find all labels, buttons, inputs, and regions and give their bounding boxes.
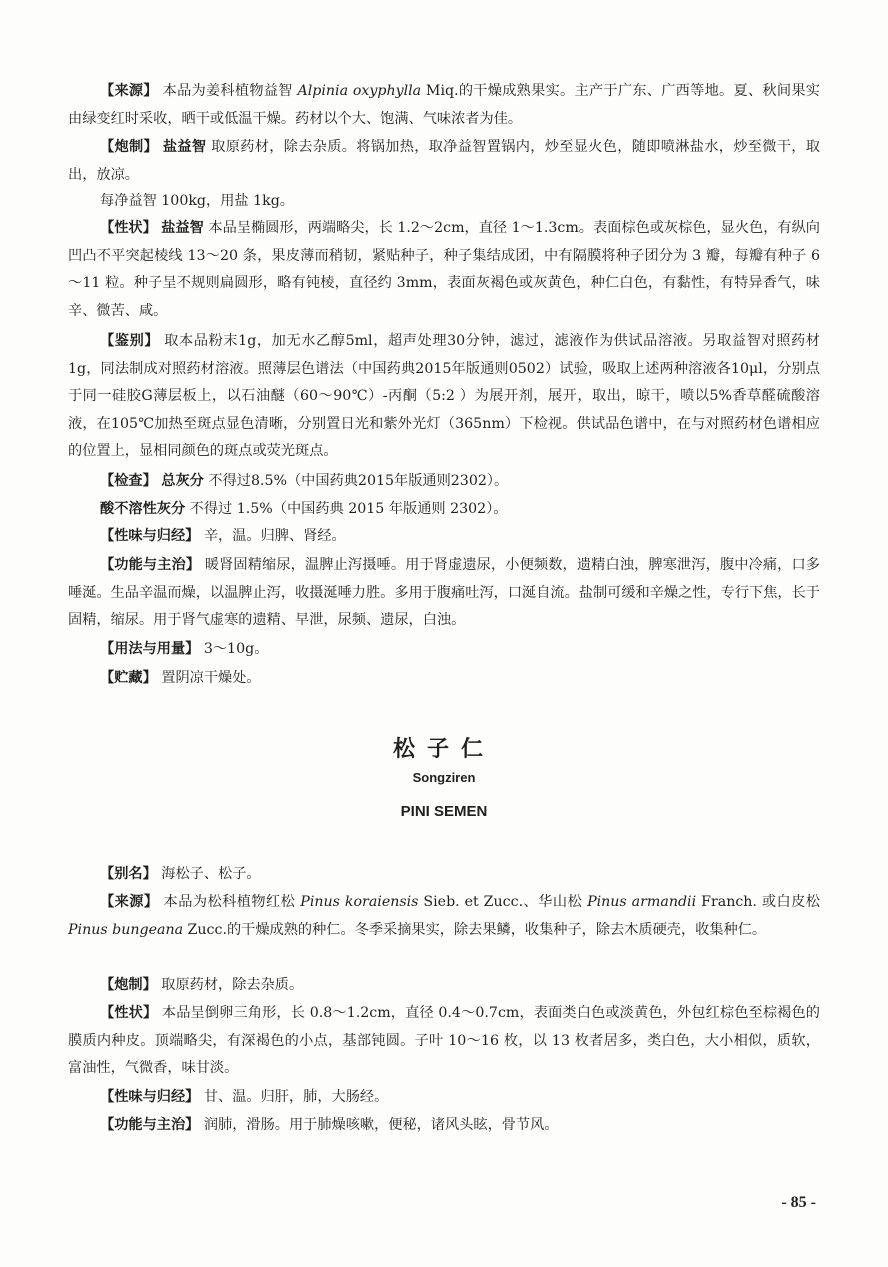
ratio-text: 每净益智 100kg，用盐 1kg。: [100, 193, 294, 209]
latin-name-3: Pinus bungeana: [68, 921, 184, 938]
function-label: 【功能与主治】: [100, 557, 201, 573]
acid-ash-label: 酸不溶性灰分: [100, 501, 186, 517]
latin-name: Alpinia oxyphylla: [297, 83, 422, 99]
processing2-label: 【炮制】: [100, 977, 157, 993]
identification-text: 取本品粉末1g，加无水乙醇5ml，超声处理30分钟，滤过，滤液作为供试品溶液。另取益智对照药材1g，同法制成对照药材溶液。照薄层色谱法（中国药典2015年版通则0502）试验，吸取上述两种溶液各10μl，分别点于同一硅胶G薄层板上，以石油醚（60～90℃）-丙酮（5:2 ）为展开剂，展开，取出，晾干，喷以5%香草醛硫酸溶液，在105℃加热至斑点显色清晰，分别置日光和紫外光灯（365nm）下检视。供试品色谱中，在与对照药材色谱相应的位置上，显相同颜色的斑点或荧光斑点。: [68, 333, 820, 459]
page-number: - 85 -: [781, 1194, 816, 1211]
check-paragraph: [68, 468, 820, 496]
total-ash-label: 总灰分: [161, 473, 204, 489]
latin-name-2: Pinus armandii: [587, 894, 697, 910]
usage-text: 3～10g。: [203, 641, 269, 657]
character2-text: 本品呈倒卵三角形，长 0.8～1.2cm，直径 0.4～0.7cm，表面类白色或淡黄色，外包红棕色至棕褐色的膜质内种皮。顶端略尖，有深褐色的小点，基部钝圆。子叶 10～16 枚，以 13 枚者居多，类白色，大小相似，质软，富油性，气微香，味甘淡。: [68, 1005, 820, 1076]
latin-name-1: Pinus koraiensis: [300, 894, 419, 910]
processing2-paragraph: [68, 972, 820, 1000]
function2-paragraph: [68, 1112, 820, 1140]
source-text-cont: Miq.的干燥成熟果实。主产于广东、广西等地。夏、秋间果实由绿变红时采收，晒干或低温干燥。药材以个大、饱满、气味浓者为佳。: [68, 83, 820, 127]
taste-paragraph: [68, 523, 820, 551]
processing-label: 【炮制】: [100, 139, 159, 155]
acid-ash-text: 不得过 1.5%（中国药典 2015 年版通则 2302）。: [189, 501, 508, 517]
taste-label: 【性味与归经】: [100, 528, 200, 544]
acid-ash-paragraph: [68, 496, 820, 524]
source2-text-d: Zucc.的干燥成熟的种仁。冬季采摘果实，除去果鳞，收集种子，除去木质硬壳，收集种仁。: [183, 921, 767, 938]
alias-text: 海松子、松子。: [161, 866, 261, 882]
processing-paragraph: [68, 134, 820, 189]
character2-label: 【性状】: [100, 1005, 158, 1021]
source-paragraph: [68, 78, 820, 133]
processing-text: 取原药材，除去杂质。将锅加热，取净益智置锅内，炒至显火色，随即喷淋盐水，炒至微干，取出，放凉。: [68, 139, 820, 183]
storage-text: 置阴凉干燥处。: [161, 670, 261, 686]
function2-label: 【功能与主治】: [100, 1117, 200, 1133]
identification-label: 【鉴别】: [100, 333, 160, 349]
check-label: 【检查】: [100, 473, 157, 489]
storage-paragraph: [68, 665, 820, 693]
processing-ratio: [68, 188, 820, 216]
alias-paragraph: [68, 861, 820, 889]
taste2-paragraph: [68, 1084, 820, 1112]
character-label: 【性状】: [100, 220, 157, 236]
source2-text-c: Franch. 或白皮松: [696, 894, 820, 910]
processing2-text: 取原药材，除去杂质。: [161, 977, 304, 993]
source2-text-b: Sieb. et Zucc.、华山松: [418, 894, 583, 910]
usage-label: 【用法与用量】: [100, 641, 200, 657]
character2-paragraph: [68, 1000, 820, 1083]
source2-paragraph: [68, 889, 820, 944]
entry-title-latin: PINI SEMEN: [400, 803, 488, 820]
taste2-text: 甘、温。归肝，肺，大肠经。: [203, 1089, 389, 1105]
processing-name: 盐益智: [162, 139, 207, 155]
taste2-label: 【性味与归经】: [100, 1089, 200, 1105]
source-label: 【来源】: [100, 83, 158, 99]
function2-text: 润肺，滑肠。用于肺燥咳嗽，便秘，诸风头眩，骨节风。: [203, 1117, 559, 1133]
source2-label: 【来源】: [100, 894, 159, 910]
character-paragraph: [68, 215, 820, 325]
entry-title-chinese: 松子仁: [392, 737, 495, 762]
identification-paragraph: [68, 328, 820, 466]
function-text: 暖肾固精缩尿，温脾止泻摄唾。用于肾虚遗尿，小便频数，遗精白浊，脾寒泄泻，腹中冷痛，口多唾涎。生品辛温而燥，以温脾止泻，收摄涎唾力胜。多用于腹痛吐泻，口涎自流。盐制可缓和辛燥之性，专行下焦，长于固精，缩尿。用于肾气虚寒的遗精、早泄，尿频、遗尿，白浊。: [68, 557, 820, 628]
alias-label: 【别名】: [100, 866, 157, 882]
character-text: 本品呈椭圆形，两端略尖，长 1.2～2cm，直径 1～1.3cm。表面棕色或灰棕色，显火色，有纵向凹凸不平突起棱线 13～20 条，果皮薄而稍韧，紧贴种子，种子集结成团，中有隔膜将种子团分为 3 瓣，每瓣有种子 6～11 粒。种子呈不规则扁圆形，略有钝棱，直径约 3mm，表面灰褐色或灰黄色，种仁白色，有黏性，有特异香气，味辛、微苦、咸。: [68, 220, 820, 319]
source2-text: 本品为松科植物红松: [163, 894, 296, 910]
source-text: 本品为姜科植物益智: [162, 83, 293, 99]
character-name: 盐益智: [161, 220, 204, 236]
usage-paragraph: [68, 636, 820, 664]
total-ash-text: 不得过8.5%（中国药典2015年版通则2302）。: [208, 473, 509, 489]
storage-label: 【贮藏】: [100, 670, 157, 686]
function-paragraph: [68, 552, 820, 635]
entry-title-pinyin: Songziren: [412, 770, 476, 785]
taste-text: 辛，温。归脾、肾经。: [203, 528, 346, 544]
